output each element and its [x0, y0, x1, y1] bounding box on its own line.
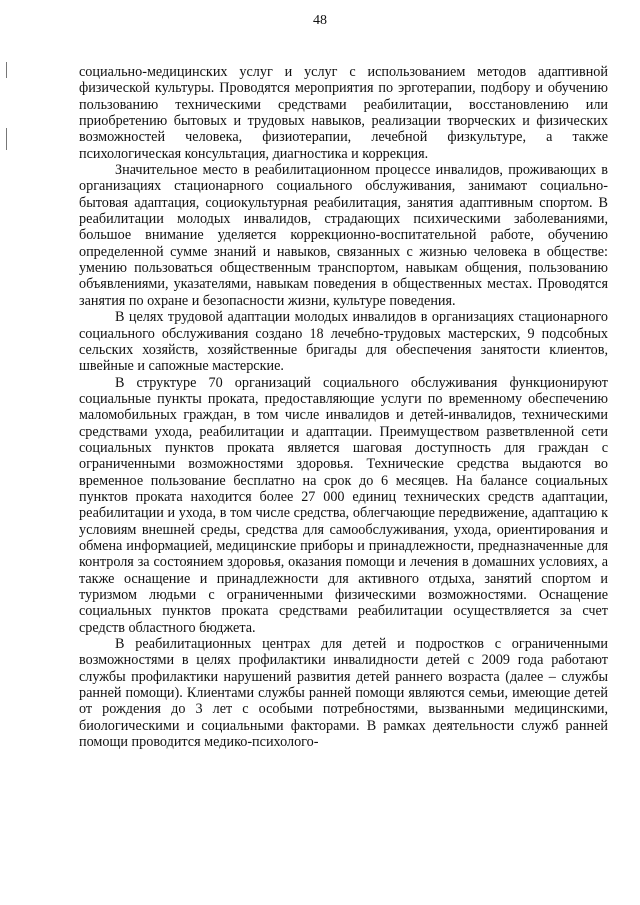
page-number: 48: [313, 13, 327, 28]
paragraph-early-help: В реабилитационных центрах для детей и подростков с ограниченными возможностями в целях профилактики инвалидности детей с 2009 года работают службы профилактики нарушений развития детей раннего возраста (далее – службы ранней помощи). Клиентами службы ранней помощи являются семьи, имеющие детей от рождения до 3 лет с особыми потребностями, вызванными медицинскими, биологическими и социальными факторами. В рамках деятельности служб ранней помощи проводится медико-психолого-: [79, 636, 608, 751]
body-text: [79, 64, 608, 750]
binding-mark-middle: [6, 128, 7, 150]
paragraph-rental-points: В структуре 70 организаций социального обслуживания функционируют социальные пункты проката, предоставляющие услуги по временному обеспечению маломобильных граждан, в том числе инвалидов и детей-инвалидов, техническими средствами ухода, реабилитации и адаптации. Преимуществом разветвленной сети социальных пунктов проката является шаговая доступность для граждан с ограниченными возможностями здоровья. Технические средства выдаются во временное пользование бесплатно на срок до 6 месяцев. На балансе социальных пунктов проката находится более 27 000 единиц технических средств адаптации, реабилитации и ухода, в том числе средства, облегчающие передвижение, адаптацию к условиям внешней среды, средства для самообслуживания, ухода, ориентирования и обмена информацией, медицинские приборы и принадлежности, предназначенные для контроля за состоянием здоровья, оказания помощи и лечения в домашних условиях, а также оснащение и принадлежности для активного отдыха, занятий спортом и туризмом людьми с ограниченными физическими возможностями. Оснащение социальных пунктов проката средствами реабилитации осуществляется за счет средств областного бюджета.: [79, 374, 608, 636]
paragraph-continued: социально-медицинских услуг и услуг с использованием методов адаптивной физической культуры. Проводятся мероприятия по эрготерапии, подбору и обучению пользованию техническими средствами реабилитации, восстановлению или приобретению бытовых и трудовых навыков, реализации творческих и физических возможностей человека, физиотерапии, лечебной физкультуре, а также психологическая консультация, диагностика и коррекция.: [79, 64, 608, 162]
paragraph-rehabilitation-process: Значительное место в реабилитационном процессе инвалидов, проживающих в организациях стационарного социального обслуживания, занимают социально-бытовая адаптация, социокультурная реабилитация, занятия адаптивным спортом. В реабилитации молодых инвалидов, страдающих психическими заболеваниями, большое внимание уделяется коррекционно-воспитательной работе, обучению определенной сумме знаний и навыков, связанных с жизнью человека в обществе: умению пользоваться общественным транспортом, навыкам общения, пользованию объявлениями, указателями, навыкам поведения в общественных местах. Проводятся занятия по охране и безопасности жизни, культуре поведения.: [79, 162, 608, 309]
binding-mark-top: [6, 62, 7, 78]
paragraph-labor-adaptation: В целях трудовой адаптации молодых инвалидов в организациях стационарного социального обслуживания создано 18 лечебно-трудовых мастерских, 9 подсобных сельских хозяйств, хозяйственные бригады для обеспечения занятости клиентов, швейные и сапожные мастерские.: [79, 309, 608, 375]
